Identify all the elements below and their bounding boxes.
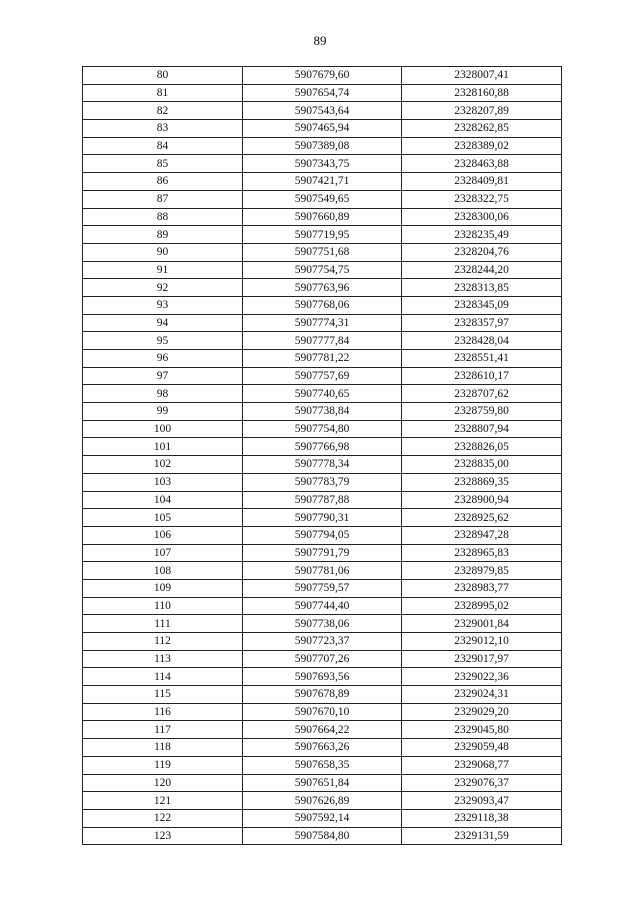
table-row (83, 721, 562, 739)
x-coordinate-cell: 5907389,08 (243, 137, 402, 155)
table-row (83, 120, 562, 138)
point-number-cell: 92 (83, 279, 243, 297)
point-number-cell: 102 (83, 456, 243, 474)
x-coordinate-cell: 5907719,95 (243, 226, 402, 244)
x-coordinate-cell: 5907757,69 (243, 367, 402, 385)
point-number-cell: 93 (83, 296, 243, 314)
table-row (83, 137, 562, 155)
table-row (83, 526, 562, 544)
x-coordinate-cell: 5907740,65 (243, 385, 402, 403)
point-number-cell: 103 (83, 473, 243, 491)
x-coordinate-cell: 5907651,84 (243, 774, 402, 792)
point-number-cell: 114 (83, 668, 243, 686)
y-coordinate-cell: 2328759,80 (402, 403, 562, 421)
y-coordinate-cell: 2328345,09 (402, 296, 562, 314)
y-coordinate-cell: 2328262,85 (402, 120, 562, 138)
table-row (83, 67, 562, 85)
x-coordinate-cell: 5907626,89 (243, 792, 402, 810)
x-coordinate-cell: 5907670,10 (243, 703, 402, 721)
x-coordinate-cell: 5907723,37 (243, 633, 402, 651)
x-coordinate-cell: 5907744,40 (243, 597, 402, 615)
y-coordinate-cell: 2329045,80 (402, 721, 562, 739)
table-row (83, 332, 562, 350)
table-row (83, 792, 562, 810)
x-coordinate-cell: 5907738,84 (243, 403, 402, 421)
x-coordinate-cell: 5907654,74 (243, 84, 402, 102)
table-row (83, 243, 562, 261)
y-coordinate-cell: 2328207,89 (402, 102, 562, 120)
point-number-cell: 117 (83, 721, 243, 739)
x-coordinate-cell: 5907790,31 (243, 509, 402, 527)
point-number-cell: 110 (83, 597, 243, 615)
x-coordinate-cell: 5907663,26 (243, 739, 402, 757)
y-coordinate-cell: 2328551,41 (402, 350, 562, 368)
table-row (83, 509, 562, 527)
table-row (83, 261, 562, 279)
table-row (83, 615, 562, 633)
x-coordinate-cell: 5907584,80 (243, 827, 402, 845)
x-coordinate-cell: 5907693,56 (243, 668, 402, 686)
table-row (83, 686, 562, 704)
x-coordinate-cell: 5907465,94 (243, 120, 402, 138)
y-coordinate-cell: 2328947,28 (402, 526, 562, 544)
y-coordinate-cell: 2329076,37 (402, 774, 562, 792)
x-coordinate-cell: 5907707,26 (243, 650, 402, 668)
table-row (83, 208, 562, 226)
x-coordinate-cell: 5907783,79 (243, 473, 402, 491)
point-number-cell: 88 (83, 208, 243, 226)
table-row (83, 314, 562, 332)
table-row (83, 84, 562, 102)
point-number-cell: 115 (83, 686, 243, 704)
y-coordinate-cell: 2328235,49 (402, 226, 562, 244)
x-coordinate-cell: 5907664,22 (243, 721, 402, 739)
table-row (83, 173, 562, 191)
y-coordinate-cell: 2328357,97 (402, 314, 562, 332)
point-number-cell: 100 (83, 420, 243, 438)
point-number-cell: 111 (83, 615, 243, 633)
y-coordinate-cell: 2329093,47 (402, 792, 562, 810)
y-coordinate-cell: 2328463,88 (402, 155, 562, 173)
point-number-cell: 122 (83, 809, 243, 827)
table-row (83, 668, 562, 686)
y-coordinate-cell: 2328244,20 (402, 261, 562, 279)
point-number-cell: 89 (83, 226, 243, 244)
x-coordinate-cell: 5907766,98 (243, 438, 402, 456)
point-number-cell: 96 (83, 350, 243, 368)
table-row (83, 438, 562, 456)
point-number-cell: 116 (83, 703, 243, 721)
table-row (83, 102, 562, 120)
x-coordinate-cell: 5907781,06 (243, 562, 402, 580)
y-coordinate-cell: 2328807,94 (402, 420, 562, 438)
x-coordinate-cell: 5907781,22 (243, 350, 402, 368)
table-row (83, 827, 562, 845)
x-coordinate-cell: 5907660,89 (243, 208, 402, 226)
point-number-cell: 106 (83, 526, 243, 544)
table-row (83, 633, 562, 651)
point-number-cell: 109 (83, 579, 243, 597)
table-row (83, 456, 562, 474)
point-number-cell: 83 (83, 120, 243, 138)
x-coordinate-cell: 5907759,57 (243, 579, 402, 597)
x-coordinate-cell: 5907658,35 (243, 756, 402, 774)
y-coordinate-cell: 2328979,85 (402, 562, 562, 580)
y-coordinate-cell: 2328900,94 (402, 491, 562, 509)
point-number-cell: 105 (83, 509, 243, 527)
point-number-cell: 97 (83, 367, 243, 385)
y-coordinate-cell: 2328409,81 (402, 173, 562, 191)
table-row (83, 367, 562, 385)
point-number-cell: 95 (83, 332, 243, 350)
point-number-cell: 113 (83, 650, 243, 668)
point-number-cell: 107 (83, 544, 243, 562)
y-coordinate-cell: 2329017,97 (402, 650, 562, 668)
y-coordinate-cell: 2328300,06 (402, 208, 562, 226)
x-coordinate-cell: 5907768,06 (243, 296, 402, 314)
point-number-cell: 91 (83, 261, 243, 279)
table-row (83, 703, 562, 721)
x-coordinate-cell: 5907754,75 (243, 261, 402, 279)
y-coordinate-cell: 2329029,20 (402, 703, 562, 721)
y-coordinate-cell: 2328428,04 (402, 332, 562, 350)
point-number-cell: 94 (83, 314, 243, 332)
table-row (83, 279, 562, 297)
table-row (83, 473, 562, 491)
table-row (83, 544, 562, 562)
table-row (83, 350, 562, 368)
y-coordinate-cell: 2328826,05 (402, 438, 562, 456)
point-number-cell: 121 (83, 792, 243, 810)
table-row (83, 774, 562, 792)
x-coordinate-cell: 5907678,89 (243, 686, 402, 704)
point-number-cell: 112 (83, 633, 243, 651)
x-coordinate-cell: 5907543,64 (243, 102, 402, 120)
x-coordinate-cell: 5907343,75 (243, 155, 402, 173)
y-coordinate-cell: 2328965,83 (402, 544, 562, 562)
point-number-cell: 90 (83, 243, 243, 261)
y-coordinate-cell: 2329001,84 (402, 615, 562, 633)
coordinates-table-body (83, 67, 562, 845)
table-row (83, 403, 562, 421)
table-row (83, 190, 562, 208)
point-number-cell: 86 (83, 173, 243, 191)
table-row (83, 296, 562, 314)
y-coordinate-cell: 2328322,75 (402, 190, 562, 208)
x-coordinate-cell: 5907679,60 (243, 67, 402, 85)
x-coordinate-cell: 5907791,79 (243, 544, 402, 562)
point-number-cell: 87 (83, 190, 243, 208)
table-row (83, 385, 562, 403)
table-row (83, 420, 562, 438)
y-coordinate-cell: 2328007,41 (402, 67, 562, 85)
table-row (83, 579, 562, 597)
x-coordinate-cell: 5907421,71 (243, 173, 402, 191)
table-row (83, 809, 562, 827)
table-row (83, 739, 562, 757)
x-coordinate-cell: 5907751,68 (243, 243, 402, 261)
x-coordinate-cell: 5907592,14 (243, 809, 402, 827)
point-number-cell: 123 (83, 827, 243, 845)
x-coordinate-cell: 5907787,88 (243, 491, 402, 509)
point-number-cell: 82 (83, 102, 243, 120)
point-number-cell: 120 (83, 774, 243, 792)
table-row (83, 155, 562, 173)
y-coordinate-cell: 2329059,48 (402, 739, 562, 757)
y-coordinate-cell: 2328869,35 (402, 473, 562, 491)
x-coordinate-cell: 5907778,34 (243, 456, 402, 474)
table-row (83, 756, 562, 774)
point-number-cell: 80 (83, 67, 243, 85)
table-row (83, 650, 562, 668)
coordinates-table (82, 66, 562, 845)
point-number-cell: 84 (83, 137, 243, 155)
point-number-cell: 118 (83, 739, 243, 757)
y-coordinate-cell: 2328160,88 (402, 84, 562, 102)
point-number-cell: 99 (83, 403, 243, 421)
table-row (83, 226, 562, 244)
y-coordinate-cell: 2328313,85 (402, 279, 562, 297)
x-coordinate-cell: 5907763,96 (243, 279, 402, 297)
y-coordinate-cell: 2329012,10 (402, 633, 562, 651)
y-coordinate-cell: 2328707,62 (402, 385, 562, 403)
y-coordinate-cell: 2329024,31 (402, 686, 562, 704)
y-coordinate-cell: 2328204,76 (402, 243, 562, 261)
point-number-cell: 85 (83, 155, 243, 173)
point-number-cell: 104 (83, 491, 243, 509)
x-coordinate-cell: 5907794,05 (243, 526, 402, 544)
y-coordinate-cell: 2329022,36 (402, 668, 562, 686)
y-coordinate-cell: 2329131,59 (402, 827, 562, 845)
x-coordinate-cell: 5907777,84 (243, 332, 402, 350)
y-coordinate-cell: 2328925,62 (402, 509, 562, 527)
y-coordinate-cell: 2328610,17 (402, 367, 562, 385)
y-coordinate-cell: 2328995,02 (402, 597, 562, 615)
x-coordinate-cell: 5907754,80 (243, 420, 402, 438)
table-row (83, 491, 562, 509)
point-number-cell: 119 (83, 756, 243, 774)
y-coordinate-cell: 2328389,02 (402, 137, 562, 155)
x-coordinate-cell: 5907738,06 (243, 615, 402, 633)
y-coordinate-cell: 2328983,77 (402, 579, 562, 597)
page-number: 89 (313, 33, 327, 48)
point-number-cell: 101 (83, 438, 243, 456)
x-coordinate-cell: 5907774,31 (243, 314, 402, 332)
point-number-cell: 81 (83, 84, 243, 102)
point-number-cell: 108 (83, 562, 243, 580)
point-number-cell: 98 (83, 385, 243, 403)
x-coordinate-cell: 5907549,65 (243, 190, 402, 208)
table-row (83, 562, 562, 580)
y-coordinate-cell: 2329118,38 (402, 809, 562, 827)
y-coordinate-cell: 2329068,77 (402, 756, 562, 774)
table-row (83, 597, 562, 615)
y-coordinate-cell: 2328835,00 (402, 456, 562, 474)
